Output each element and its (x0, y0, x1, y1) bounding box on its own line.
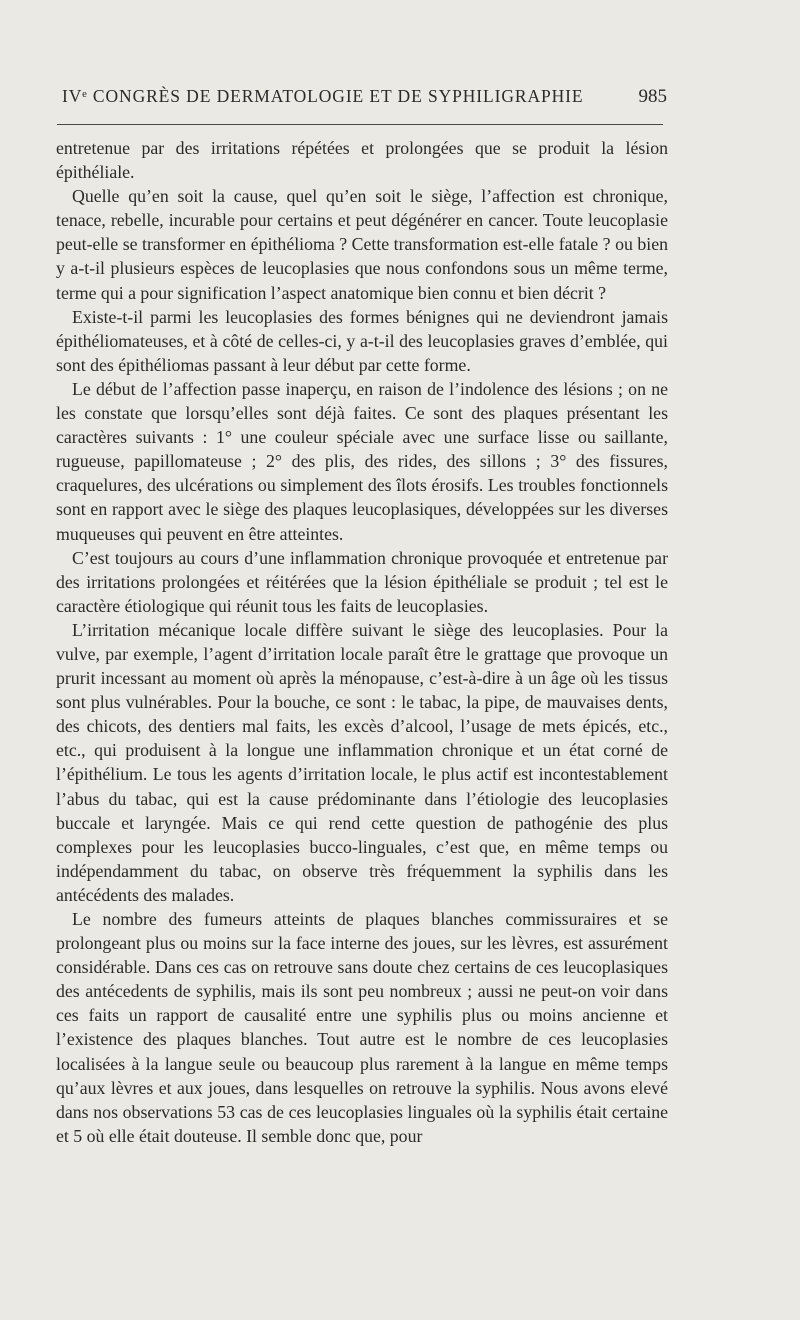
body-text (56, 136, 668, 1148)
paragraph: C’est toujours au cours d’une inflammation chronique provoquée et entretenue par des irritations prolongées et réitérées que la lésion épithéliale se produit ; tel est le caractère étiologique qui réunit tous les faits de leucoplasies. (56, 547, 668, 616)
paragraph: entretenue par des irritations répétées et prolongées que se produit la lésion épithéliale. (56, 138, 668, 183)
paragraph: L’irritation mécanique locale diffère suivant le siège des leucoplasies. Pour la vulve, par exemple, l’agent d’irritation locale paraît être le grattage que provoque un prurit incessant au moment où après la ménopause, c’est-à-dire à un âge où les tissus sont plus vulnérables. Pour la bouche, ce sont : le tabac, la pipe, de mauvaises dents, des chicots, des dentiers mal faits, les excès d’alcool, l’usage de mets épicés, etc., etc., qui produisent à la longue une inflammation chronique et un état corné de l’épithélium. Le tous les agents d’irritation locale, le plus actif est incontestablement l’abus du tabac, qui est la cause prédominante dans l’étiologie des leucoplasies buccale et laryngée. Mais ce qui rend cette question de pathogénie des plus complexes pour les leucoplasies bucco-linguales, c’est que, en même temps ou indépendamment du tabac, on observe très fréquemment la syphilis dans les antécédents des malades. (56, 619, 668, 905)
paragraph: Quelle qu’en soit la cause, quel qu’en soit le siège, l’affection est chronique, tenace, rebelle, incurable pour certains et peut dégénérer en cancer. Toute leucoplasie peut-elle se transformer en épithélioma ? Cette transformation est-elle fatale ? ou bien y a-t-il plusieurs espèces de leucoplasies que nous confondons sous un même terme, terme qui a pour signification l’aspect anatomique bien connu et bien décrit ? (56, 186, 668, 303)
running-title: IVᵉ CONGRÈS DE DERMATOLOGIE ET DE SYPHILIGRAPHIE (62, 86, 584, 106)
running-header (62, 86, 667, 108)
paragraph: Le début de l’affection passe inaperçu, en raison de l’indolence des lésions ; on ne les constate que lorsqu’elles sont déjà faites. Ce sont des plaques présentant les caractères suivants : 1° une couleur spéciale avec une surface lisse ou saillante, rugueuse, papillomateuse ; 2° des plis, des rides, des sillons ; 3° des fissures, craquelures, des ulcérations ou simplement des îlots érosifs. Les troubles fonctionnels sont en rapport avec le siège des plaques leucoplasiques, développées sur les diverses muqueuses qui peuvent en être atteintes. (56, 378, 668, 544)
paragraph: Existe-t-il parmi les leucoplasies des formes bénignes qui ne deviendront jamais épithéliomateuses, et à côté de celles-ci, y a-t-il des leucoplasies graves d’emblée, qui sont des épithéliomas passant à leur début par cette forme. (56, 306, 668, 375)
paragraph: Le nombre des fumeurs atteints de plaques blanches commissuraires et se prolongeant plus ou moins sur la face interne des joues, sur les lèvres, est assurément considérable. Dans ces cas on retrouve sans doute chez certains de ces leucoplasiques des antécedents de syphilis, mais ils sont peu nombreux ; aussi ne peut-on voir dans ces faits un rapport de causalité entre une syphilis plus ou moins ancienne et l’existence des plaques blanches. Tout autre est le nombre de ces leucoplasies localisées à la langue seule ou beaucoup plus rarement à la langue en même temps qu’aux lèvres et aux joues, dans lesquelles on retrouve la syphilis. Nous avons elevé dans nos observations 53 cas de ces leucoplasies linguales où la syphilis était certaine et 5 où elle était douteuse. Il semble donc que, pour (56, 909, 668, 1146)
header-rule (57, 124, 663, 125)
page-number: 985 (638, 86, 667, 107)
